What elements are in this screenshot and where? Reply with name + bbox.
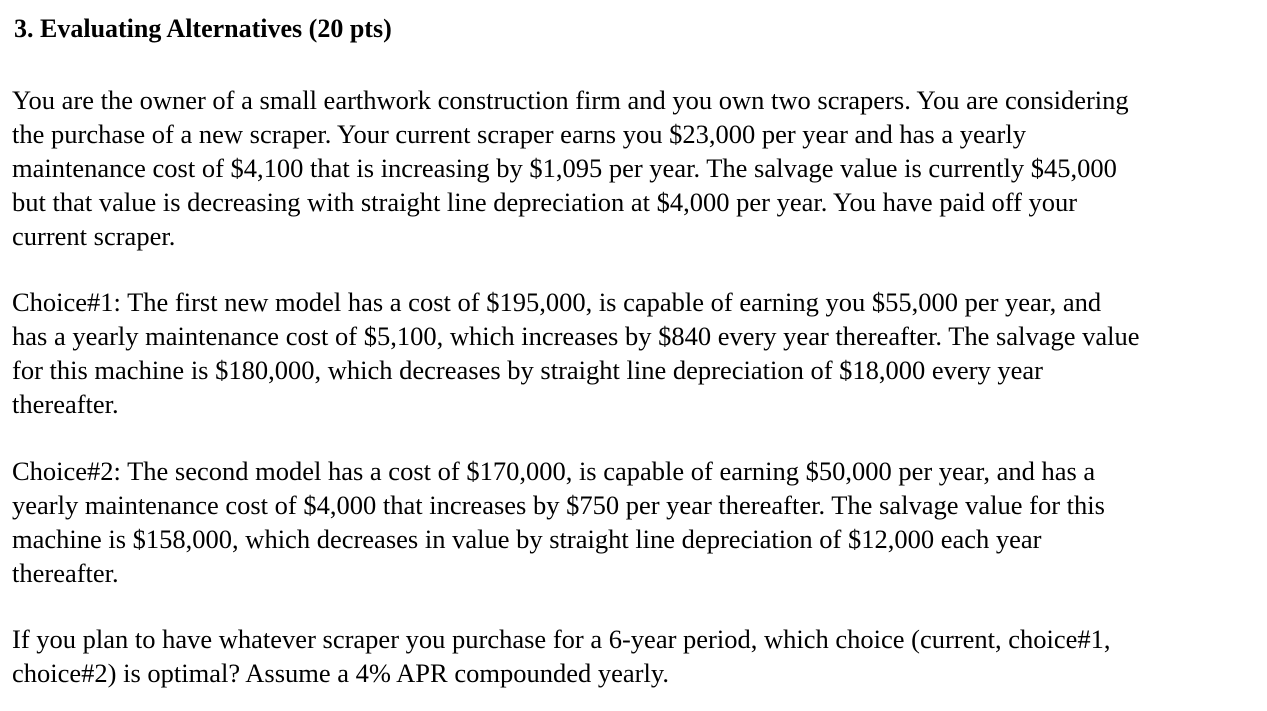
- text-line: has a yearly maintenance cost of $5,100, which increases by $840 every year thereafter. The salvage value: [12, 321, 1140, 351]
- text-line: yearly maintenance cost of $4,000 that increases by $750 per year thereafter. The salvage value for this: [12, 490, 1105, 520]
- text-line: If you plan to have whatever scraper you purchase for a 6-year period, which choice (current, choice#1,: [12, 624, 1111, 654]
- text-line: for this machine is $180,000, which decreases by straight line depreciation of $18,000 every year: [12, 355, 1043, 385]
- text-line: maintenance cost of $4,100 that is increasing by $1,095 per year. The salvage value is currently $45,000: [12, 153, 1117, 183]
- text-line: but that value is decreasing with straight line depreciation at $4,000 per year. You have paid off your: [12, 187, 1078, 217]
- text-line: Choice#2: The second model has a cost of $170,000, is capable of earning $50,000 per year, and has a: [12, 456, 1096, 486]
- choice-2-paragraph: [12, 454, 1105, 590]
- text-line: current scraper.: [12, 221, 176, 251]
- intro-paragraph: [12, 83, 1129, 253]
- text-line: thereafter.: [12, 558, 119, 588]
- text-line: machine is $158,000, which decreases in value by straight line depreciation of $12,000 each year: [12, 524, 1042, 554]
- text-line: You are the owner of a small earthwork construction firm and you own two scrapers. You are considering: [12, 85, 1129, 115]
- section-heading: 3. Evaluating Alternatives (20 pts): [14, 14, 392, 43]
- question-paragraph: [12, 622, 1111, 690]
- choice-1-paragraph: [12, 285, 1140, 421]
- text-line: the purchase of a new scraper. Your current scraper earns you $23,000 per year and has a yearly: [12, 119, 1026, 149]
- text-line: choice#2) is optimal? Assume a 4% APR compounded yearly.: [12, 658, 669, 688]
- text-line: Choice#1: The first new model has a cost of $195,000, is capable of earning you $55,000 per year, and: [12, 287, 1102, 317]
- text-line: thereafter.: [12, 389, 119, 419]
